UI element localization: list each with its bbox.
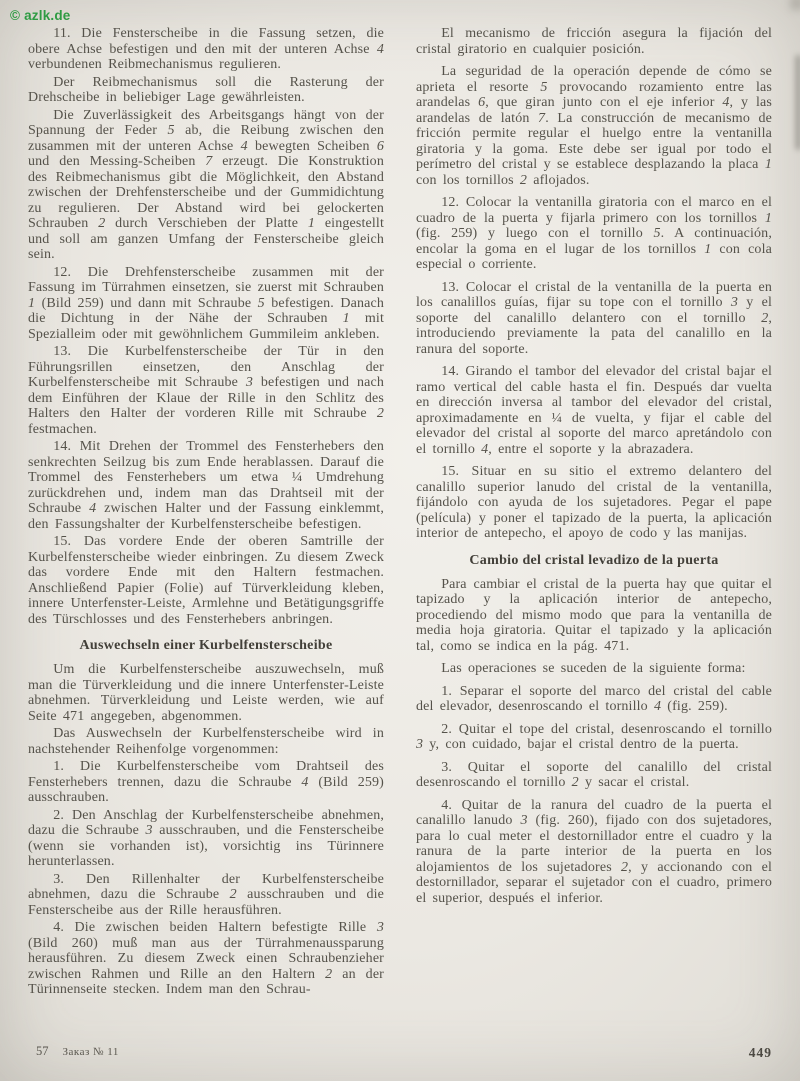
paragraph: 1. Separar el soporte del marco del cristal del cable del elevador, desenroscando el tornillo 4 (fig. 259).: [416, 683, 772, 714]
scan-corner-smudge: [790, 0, 800, 10]
paragraph: Das Auswechseln der Kurbelfensterscheibe wird in nachstehender Reihenfolge vorgenommen:: [28, 726, 384, 757]
section-heading: Cambio del cristal levadizo de la puerta: [469, 552, 719, 568]
paragraph: 14. Girando el tambor del elevador del cristal bajar el ramo vertical del cable hasta el fin. Después dar vuelta en dirección inversa al tambor del elevador del cristal, aproximadamente en ¼ de vuelta, y fijar el cable del elevador del cristal al soporte del marco apretándolo con el tornillo 4, entre el soporte y la abrazadera.: [416, 364, 772, 457]
paragraph: 4. Quitar de la ranura del cuadro de la puerta el canalillo lanudo 3 (fig. 260), fijado con dos sujetadores, para lo cual meter el destornillador entre el cuadro y la ranura de la parte interior de la puerta en los alojamientos de los sujetadores 2, y accionando con el destornillador, separar el sujetador con el cuadro, primero el superior, después el inferior.: [416, 797, 772, 906]
two-column-text: [28, 26, 772, 1000]
paragraph: Die Zuverlässigkeit des Arbeitsgangs hängt von der Spannung der Feder 5 ab, die Reibung zwischen den zusammen mit der unteren Achse 4 bewegten Scheiben 6 und den Messing-Scheiben 7 erzeugt. Die Konstruktion des Reibmechanismus gibt die Möglichkeit, den Abstand zwischen der Drehfensterscheibe und der Gummidichtung zu regulieren. Der Abstand wird bei gelockerten Schrauben 2 durch Verschieben der Platte 1 eingestellt und soll am ganzen Umfang der Fensterscheibe gleich sein.: [28, 107, 385, 262]
paragraph: 2. Den Anschlag der Kurbelfensterscheibe abnehmen, dazu die Schraube 3 ausschrauben, und die Fensterscheibe (wenn sie vorhanden ist), vorsichtig ins Türinnere herunterlassen.: [28, 807, 384, 869]
paragraph: La seguridad de la operación depende de cómo se aprieta el resorte 5 provocando rozamiento entre las arandelas 6, que giran junto con el eje inferior 4, y las arandelas de latón 7. La construcción de mecanismo de fricción permite regular el huelgo entre la ventanilla giratoria y la goma. Este debe ser igual por todo el perímetro del cristal y se establece desplazando la placa 1 con los tornillos 2 aflojados.: [416, 64, 773, 188]
paragraph: Para cambiar el cristal de la puerta hay que quitar el tapizado y la aplicación interior de antepecho, procediendo del mismo modo que para la ventanilla de media hoja giratoria. Quitar el tapizado y la aplicación tal, como se indica en la pág. 471.: [416, 576, 772, 654]
paragraph: 3. Quitar el soporte del canalillo del cristal desenroscando el tornillo 2 y sacar el cristal.: [416, 759, 772, 790]
left-column: [28, 26, 384, 1000]
paragraph: 15. Situar en su sitio el extremo delantero del canalillo superior lanudo del cristal de la ventanilla, fijándolo con ayuda de los sujetadores. Pegar el pape (película) y poner el tapizado de la puerta, la aplicación interior de antepecho, el apoyo de codo y las manijas.: [416, 464, 772, 541]
paragraph: 13. Colocar el cristal de la ventanilla de la puerta en los canalillos guías, fijar su tope con el tornillo 3 y el soporte del canalillo delantero con el tornillo 2, introduciendo previamente la pata del canalillo en la ranura del soporte.: [416, 279, 773, 357]
paragraph: 15. Das vordere Ende der oberen Samtrille der Kurbelfensterscheibe wieder einbringen. Zu diesem Zweck das vordere Ende mit den Haltern festmachen. Anschließend Papier (Folie) auf Türverkleidung kleben, innere Unterfenster-Leiste, Armlehne und Betätigungsgriffe des Türschlosses und des Fensterhebers anbringen.: [28, 534, 384, 627]
paragraph: Der Reibmechanismus soll die Rasterung der Drehscheibe in beliebiger Lage gewährleisten.: [28, 74, 384, 105]
paragraph: 12. Die Drehfensterscheibe zusammen mit der Fassung im Türrahmen einsetzen, sie zuerst mit Schrauben 1 (Bild 259) und dann mit Schraube 5 befestigen. Danach die Dichtung in der Nähe der Schrauben 1 mit Spezialleim oder mit gewöhnlichem Gummileim ankleben.: [28, 264, 385, 342]
paragraph: 4. Die zwischen beiden Haltern befestigte Rille 3 (Bild 260) muß man aus der Türrahmenaussparung herausführen. Zu diesem Zweck einen Schraubenzieher zwischen Rahmen und Rille an den Haltern 2 an der Türinnenseite stecken. Indem man den Schrau-: [28, 920, 384, 997]
scan-edge-smudge: [795, 55, 800, 150]
page-number: 449: [748, 1045, 772, 1060]
paragraph: Las operaciones se suceden de la siguiente forma:: [441, 661, 746, 676]
section-heading: Auswechseln einer Kurbelfensterscheibe: [79, 638, 333, 653]
watermark: © azlk.de: [10, 8, 71, 23]
paragraph: 1. Die Kurbelfensterscheibe vom Drahtseil des Fensterhebers trennen, dazu die Schraube 4 (Bild 259) ausschrauben.: [28, 759, 384, 805]
paragraph: 13. Die Kurbelfensterscheibe der Tür in den Führungsrillen einsetzen, den Anschlag der Kurbelfensterscheibe mit Schraube 3 befestigen und nach dem Einführen der Klaue der Rille in den Schlitz des Halters den Halter der vorderen Rille mit Schraube 2 festmachen.: [28, 344, 384, 437]
print-run-note: [36, 1044, 119, 1059]
paragraph: 2. Quitar el tope del cristal, desenroscando el tornillo 3 y, con cuidado, bajar el cristal dentro de la puerta.: [416, 721, 772, 752]
paragraph: 11. Die Fensterscheibe in die Fassung setzen, die obere Achse befestigen und den mit der unteren Achse 4 verbundenen Reibmechanismus regulieren.: [28, 26, 384, 72]
paragraph: Um die Kurbelfensterscheibe auszuwechseln, muß man die Türverkleidung und die innere Unterfenster-Leiste abnehmen. Türverkleidung und Leiste werden, wie auf Seite 471 angegeben, abgenommen.: [28, 662, 384, 724]
paragraph: El mecanismo de fricción asegura la fijación del cristal giratorio en cualquier posición.: [416, 26, 772, 57]
paragraph: 12. Colocar la ventanilla giratoria con el marco en el cuadro de la puerta y fijarla primero con los tornillos 1 (fig. 259) y luego con el tornillo 5. A continuación, encolar la goma en el lugar de los tornillos 1 con cola especial o corriente.: [416, 195, 772, 272]
print-run-number: 57: [36, 1044, 49, 1058]
order-number: Заказ № 11: [62, 1046, 119, 1058]
paragraph: 14. Mit Drehen der Trommel des Fensterhebers den senkrechten Seilzug bis zum Ende herablassen. Darauf die Trommel des Fensterhebers um etwa ¼ Umdrehung zurückdrehen und, indem man das Drahtseil mit der Schraube 4 zwischen Halter und der Fassung einklemmt, den Fassungshalter der Kurbelfensterscheibe befestigen.: [28, 439, 384, 532]
right-column: [416, 26, 772, 1000]
paragraph: 3. Den Rillenhalter der Kurbelfensterscheibe abnehmen, dazu die Schraube 2 ausschrauben und die Fensterscheibe aus der Rille herausführen.: [28, 871, 384, 918]
